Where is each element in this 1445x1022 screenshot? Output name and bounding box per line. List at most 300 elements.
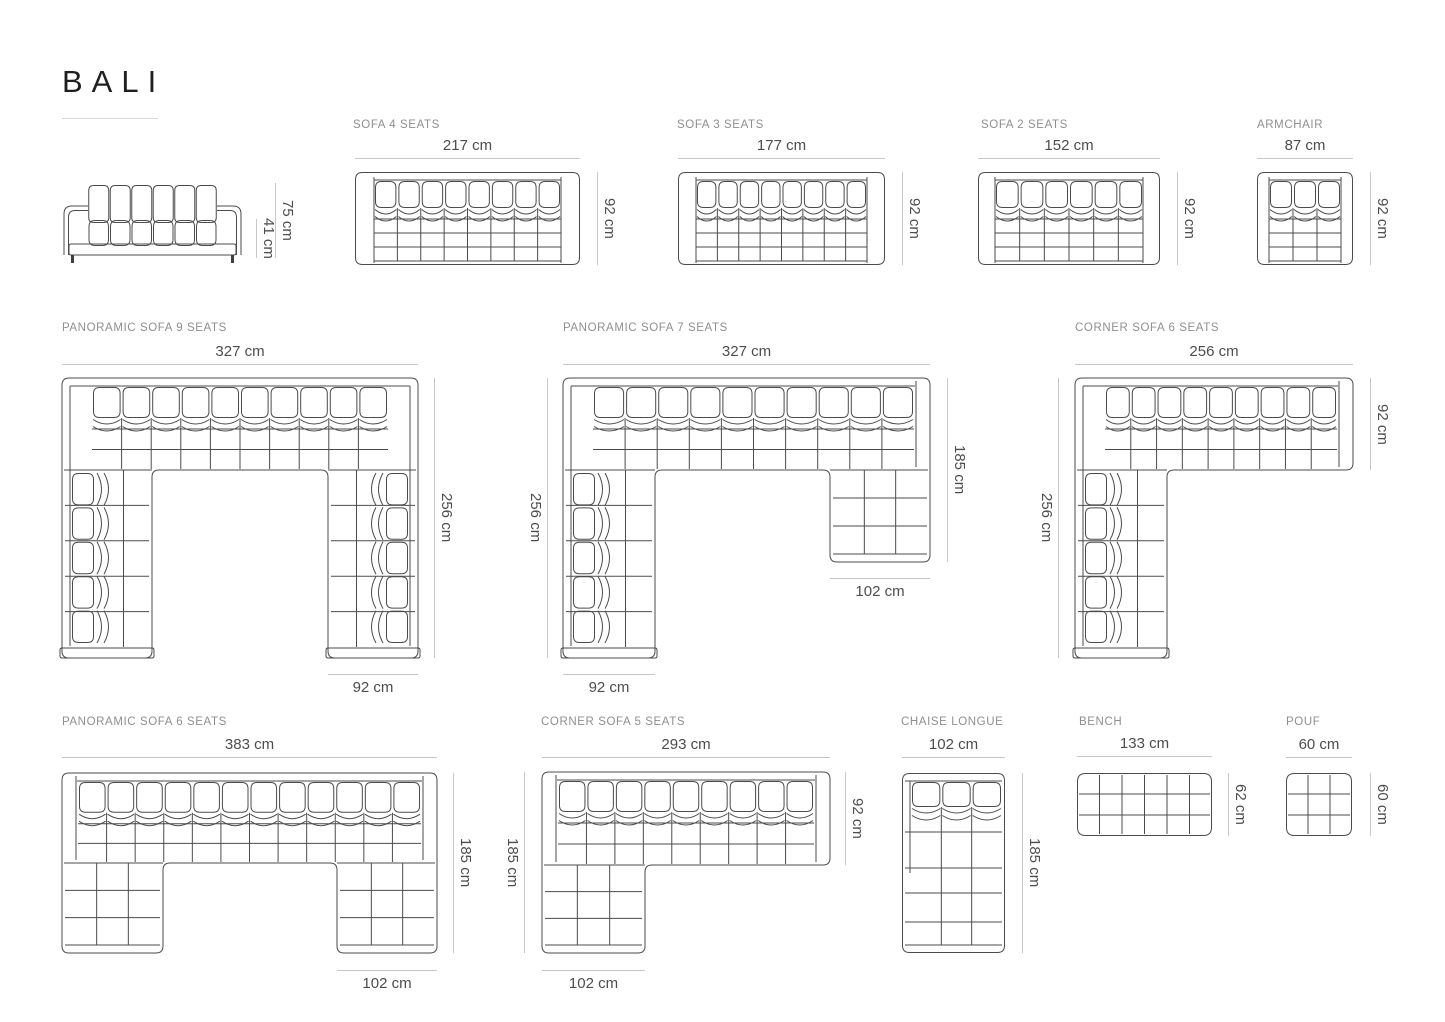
outline-path <box>69 211 89 256</box>
outline-path <box>359 420 387 425</box>
dimension-line <box>453 773 454 953</box>
outline-path <box>1095 182 1117 208</box>
outline-path <box>372 542 377 574</box>
outline-path <box>97 473 102 505</box>
outline-path <box>1106 420 1130 425</box>
dimension-value: 327 cm <box>721 343 772 360</box>
dimension-line <box>328 674 418 675</box>
outline-path <box>1132 388 1155 418</box>
chaise-longue-drawing <box>902 773 1005 953</box>
dimension-value: 152 cm <box>1044 137 1094 154</box>
outline-path <box>1021 210 1044 215</box>
dimension-line <box>845 772 846 865</box>
outline-path <box>110 186 130 223</box>
dimension-line <box>563 674 655 675</box>
outline-path <box>104 507 109 539</box>
outline-path <box>574 508 595 539</box>
outline-path <box>79 814 106 819</box>
sofa-3-seats-drawing <box>678 172 885 265</box>
outline-path <box>559 814 585 819</box>
outline-path <box>783 210 802 215</box>
outline-path <box>1158 388 1181 418</box>
outline-path <box>153 186 173 223</box>
outline-path <box>1209 420 1233 425</box>
outline-path <box>783 182 801 208</box>
outline-path <box>165 814 192 819</box>
outline-path <box>722 420 752 425</box>
dimension-line <box>678 158 885 159</box>
outline-path <box>445 210 466 215</box>
outline-path <box>360 388 387 418</box>
dimension-value: 75 cm <box>279 200 296 241</box>
outline-path <box>271 420 299 425</box>
outline-path <box>492 182 512 208</box>
dimension-line <box>256 219 257 258</box>
diagram-label-panoramic-sofa-6-seats: PANORAMIC SOFA 6 SEATS <box>62 716 227 728</box>
outline-path <box>387 508 408 539</box>
outline-path <box>587 814 613 819</box>
outline-path <box>539 210 560 215</box>
outline-path <box>394 783 420 813</box>
dimension-value: 60 cm <box>1374 784 1391 825</box>
outline-path <box>280 783 306 813</box>
dimension-line <box>542 757 830 758</box>
outline-path <box>598 611 603 643</box>
outline-path <box>1070 210 1093 215</box>
outline-path <box>702 782 727 812</box>
outline-path <box>658 420 688 425</box>
outline-path <box>97 507 102 539</box>
outline-path <box>492 210 513 215</box>
outline-path <box>1235 420 1259 425</box>
dimension-line <box>547 378 548 658</box>
outline-path <box>605 611 610 643</box>
outline-path <box>761 210 780 215</box>
outline-path <box>1313 388 1336 418</box>
diagram-label-chaise-longue: CHAISE LONGUE <box>901 716 1004 728</box>
outline-path <box>825 210 844 215</box>
outline-path <box>330 388 357 418</box>
dimension-line <box>524 772 525 953</box>
dimension-line <box>1257 158 1353 159</box>
outline-path <box>1021 182 1043 208</box>
sofa-4-seats-drawing <box>355 172 580 265</box>
outline-path <box>422 210 443 215</box>
dimension-value: 256 cm <box>438 493 455 543</box>
outline-path <box>1110 473 1115 505</box>
outline-path <box>1086 611 1107 642</box>
dimension-value: 92 cm <box>601 198 618 239</box>
outline-path <box>574 611 595 642</box>
outline-path <box>379 542 384 574</box>
outline-path <box>154 221 174 246</box>
dimension-line <box>1075 364 1353 365</box>
outline-path <box>387 474 408 505</box>
outline-path <box>1110 542 1115 574</box>
outline-path <box>212 388 239 418</box>
outline-path <box>697 210 716 215</box>
outline-path <box>97 611 102 643</box>
outline-path <box>330 420 358 425</box>
dimension-value: 256 cm <box>1189 343 1239 360</box>
dimension-value: 87 cm <box>1284 137 1326 154</box>
outline-path <box>539 182 559 208</box>
outline-path <box>182 420 210 425</box>
outline-path <box>1184 388 1207 418</box>
outline-path <box>598 507 603 539</box>
outline-path <box>398 210 419 215</box>
outline-path <box>97 576 102 608</box>
panoramic-sofa-9-seats-drawing <box>62 378 418 658</box>
outline-path <box>337 783 363 813</box>
outline-path <box>123 420 151 425</box>
outline-path <box>365 814 392 819</box>
outline-path <box>393 814 420 819</box>
outline-path <box>673 782 698 812</box>
outline-path <box>152 420 180 425</box>
dimension-value: 327 cm <box>215 343 265 360</box>
outline-path <box>598 542 603 574</box>
outline-path <box>1119 210 1142 215</box>
dimension-line <box>1370 378 1371 470</box>
diagram-label-bench: BENCH <box>1079 716 1123 728</box>
outline-path <box>1261 420 1285 425</box>
outline-path <box>123 388 150 418</box>
outline-path <box>787 420 817 425</box>
outline-path <box>1295 182 1316 208</box>
dimension-value: 185 cm <box>1026 838 1043 888</box>
outline-path <box>211 420 239 425</box>
outline-path <box>60 648 154 658</box>
outline-path <box>851 420 881 425</box>
dimension-line <box>563 364 930 365</box>
outline-path <box>1073 648 1169 658</box>
outline-path <box>175 186 195 223</box>
diagram-label-sofa-2-seats: SOFA 2 SEATS <box>981 119 1068 131</box>
outline-path <box>271 388 298 418</box>
outline-path <box>137 783 163 813</box>
outline-path <box>605 542 610 574</box>
outline-path <box>372 611 377 643</box>
outline-path <box>1312 420 1336 425</box>
dimension-value: 256 cm <box>527 493 544 543</box>
dimension-value: 185 cm <box>457 838 474 888</box>
outline-path <box>740 210 759 215</box>
sofa-leg <box>71 255 74 263</box>
diagram-label-corner-sofa-6-seats: CORNER SOFA 6 SEATS <box>1075 322 1220 334</box>
dimension-line <box>1286 757 1352 758</box>
outline-path <box>469 210 490 215</box>
outline-path <box>698 182 716 208</box>
outline-path <box>819 388 848 418</box>
outline-path <box>73 577 94 608</box>
panoramic-sofa-7-seats-drawing <box>563 378 930 658</box>
dimension-value: 177 cm <box>756 137 807 154</box>
outline-path <box>1117 576 1122 608</box>
outline-path <box>759 782 784 812</box>
outline-path <box>605 473 610 505</box>
dimension-value: 92 cm <box>1374 403 1391 445</box>
dimension-value: 293 cm <box>661 736 711 753</box>
outline-path <box>308 814 335 819</box>
outline-path <box>241 420 269 425</box>
outline-path <box>723 388 752 418</box>
outline-path <box>943 783 970 807</box>
dimension-value: 92 cm <box>1374 198 1391 239</box>
outline-path <box>64 206 88 255</box>
dimension-line <box>1058 378 1059 658</box>
outline-path <box>132 221 152 246</box>
sofa-2-seats-drawing <box>978 172 1160 265</box>
outline-path <box>1261 388 1284 418</box>
dimension-value: 92 cm <box>1181 198 1198 239</box>
outline-path <box>942 809 970 814</box>
outline-path <box>175 221 195 246</box>
outline-path <box>379 611 384 643</box>
outline-path <box>80 783 106 813</box>
outline-path <box>94 388 121 418</box>
outline-path <box>375 210 396 215</box>
outline-path <box>626 420 656 425</box>
outline-path <box>399 182 419 208</box>
outline-path <box>691 388 720 418</box>
outline-path <box>847 182 865 208</box>
outline-path <box>903 774 1005 953</box>
outline-path <box>1271 182 1292 208</box>
outline-path <box>594 420 624 425</box>
outline-path <box>563 378 930 658</box>
outline-path <box>379 507 384 539</box>
diagram-label-corner-sofa-5-seats: CORNER SOFA 5 SEATS <box>541 716 686 728</box>
outline-path <box>574 542 595 573</box>
outline-path <box>73 508 94 539</box>
dimension-line <box>1370 773 1371 836</box>
dimension-value: 92 cm <box>906 198 923 239</box>
outline-path <box>574 577 595 608</box>
outline-path <box>1110 507 1115 539</box>
outline-path <box>1120 182 1142 208</box>
outline-path <box>1158 420 1182 425</box>
outline-path <box>197 221 217 246</box>
outline-path <box>942 816 970 821</box>
outline-path <box>616 782 641 812</box>
outline-path <box>1270 210 1292 215</box>
outline-path <box>1287 388 1310 418</box>
outline-path <box>108 783 134 813</box>
outline-path <box>1132 420 1156 425</box>
outline-path <box>222 814 249 819</box>
outline-path <box>1117 611 1122 643</box>
dimension-value: 60 cm <box>1298 736 1340 753</box>
diagram-label-pouf: POUF <box>1286 716 1321 728</box>
corner-sofa-6-seats-drawing <box>1075 378 1353 658</box>
outline-path <box>997 182 1019 208</box>
outline-path <box>883 388 912 418</box>
outline-path <box>387 542 408 573</box>
outline-path <box>73 474 94 505</box>
dimension-line <box>978 158 1160 159</box>
outline-path <box>598 473 603 505</box>
dimension-line <box>62 364 418 365</box>
outline-path <box>182 388 209 418</box>
outline-path <box>561 648 657 658</box>
outline-path <box>913 783 940 807</box>
outline-path <box>883 420 913 425</box>
outline-path <box>1045 210 1068 215</box>
dimension-value: 217 cm <box>442 137 493 154</box>
outline-path <box>251 783 277 813</box>
outline-path <box>97 542 102 574</box>
outline-path <box>515 210 536 215</box>
outline-path <box>194 783 220 813</box>
dimension-value: 92 cm <box>849 798 866 839</box>
outline-path <box>153 388 180 418</box>
outline-path <box>605 576 610 608</box>
outline-path <box>108 814 135 819</box>
outline-path <box>1086 542 1107 573</box>
outline-path <box>326 648 420 658</box>
outline-path <box>387 577 408 608</box>
outline-path <box>1117 473 1122 505</box>
dimension-line <box>1177 172 1178 265</box>
title-underline <box>62 118 158 119</box>
dimension-value: 102 cm <box>568 975 619 992</box>
outline-path <box>89 186 109 223</box>
outline-path <box>826 182 844 208</box>
outline-path <box>372 473 377 505</box>
outline-path <box>165 783 191 813</box>
dimension-line <box>434 378 435 658</box>
outline-path <box>847 210 866 215</box>
outline-path <box>1235 388 1258 418</box>
outline-path <box>1046 182 1068 208</box>
outline-path <box>758 814 784 819</box>
dimension-line <box>597 172 598 265</box>
dimension-line <box>830 578 930 579</box>
outline-path <box>308 783 334 813</box>
outline-path <box>379 473 384 505</box>
outline-path <box>1210 388 1233 418</box>
diagram-label-armchair: ARMCHAIR <box>1257 119 1324 131</box>
outline-path <box>196 186 216 223</box>
outline-path <box>627 388 656 418</box>
dimension-line <box>1022 773 1023 953</box>
outline-path <box>300 420 328 425</box>
outline-path <box>973 816 1001 821</box>
outline-path <box>365 783 391 813</box>
diagram-label-sofa-3-seats: SOFA 3 SEATS <box>677 119 764 131</box>
outline-path <box>73 611 94 642</box>
outline-path <box>446 182 466 208</box>
outline-path <box>701 814 727 819</box>
outline-path <box>104 542 109 574</box>
outline-path <box>217 211 237 256</box>
outline-path <box>104 473 109 505</box>
outline-path <box>136 814 163 819</box>
dimension-value: 185 cm <box>504 837 521 888</box>
outline-path <box>762 182 780 208</box>
diagram-label-sofa-4-seats: SOFA 4 SEATS <box>353 119 440 131</box>
dimension-value: 92 cm <box>352 679 394 696</box>
dimension-value: 41 cm <box>260 218 277 259</box>
outline-path <box>605 507 610 539</box>
outline-path <box>719 182 737 208</box>
diagram-label-panoramic-sofa-9-seats: PANORAMIC SOFA 9 SEATS <box>62 322 227 334</box>
outline-path <box>787 814 813 819</box>
armchair-drawing <box>1257 172 1353 265</box>
front-view-drawing <box>62 183 243 263</box>
outline-path <box>132 186 152 223</box>
dimension-value: 133 cm <box>1119 735 1170 752</box>
dimension-value: 102 cm <box>928 736 979 753</box>
outline-path <box>222 783 248 813</box>
outline-path <box>1110 611 1115 643</box>
outline-path <box>595 388 624 418</box>
outline-path <box>1294 210 1316 215</box>
outline-path <box>301 388 328 418</box>
outline-path <box>89 221 109 246</box>
outline-path <box>469 182 489 208</box>
diagram-label-panoramic-sofa-7-seats: PANORAMIC SOFA 7 SEATS <box>563 322 728 334</box>
outline-path <box>1319 182 1340 208</box>
outline-path <box>242 388 269 418</box>
outline-path <box>372 576 377 608</box>
outline-path <box>718 210 737 215</box>
outline-path <box>1117 507 1122 539</box>
dimension-value: 102 cm <box>362 975 412 992</box>
outline-path <box>645 782 670 812</box>
dimension-value: 185 cm <box>951 445 968 495</box>
outline-path <box>804 182 822 208</box>
dimension-line <box>1077 756 1212 757</box>
outline-path <box>598 576 603 608</box>
outline-path <box>659 388 688 418</box>
dimension-value: 92 cm <box>588 679 630 696</box>
outline-path <box>588 782 613 812</box>
outline-path <box>1318 210 1340 215</box>
outline-path <box>1107 388 1130 418</box>
outline-path <box>387 611 408 642</box>
dimension-value: 62 cm <box>1232 784 1249 825</box>
outline-path <box>376 182 396 208</box>
outline-path <box>912 816 940 821</box>
outline-path <box>193 814 220 819</box>
outline-path <box>379 576 384 608</box>
outline-path <box>851 388 880 418</box>
outline-path <box>104 576 109 608</box>
outline-path <box>1086 577 1107 608</box>
outline-path <box>804 210 823 215</box>
dimension-value: 102 cm <box>855 583 905 600</box>
outline-path <box>73 542 94 573</box>
outline-path <box>93 420 121 425</box>
outline-path <box>755 388 784 418</box>
outline-path <box>1086 474 1107 505</box>
dimension-line <box>1370 172 1371 265</box>
outline-path <box>560 782 585 812</box>
outline-path <box>730 782 755 812</box>
outline-path <box>973 809 1001 814</box>
dimension-line <box>947 378 948 562</box>
outline-path <box>111 221 131 246</box>
collection-title: BALI <box>62 64 166 99</box>
outline-path <box>740 182 758 208</box>
outline-path <box>1086 508 1107 539</box>
outline-path <box>644 814 670 819</box>
dimension-line <box>542 970 645 971</box>
outline-path <box>1095 210 1118 215</box>
bench-drawing <box>1077 773 1212 836</box>
